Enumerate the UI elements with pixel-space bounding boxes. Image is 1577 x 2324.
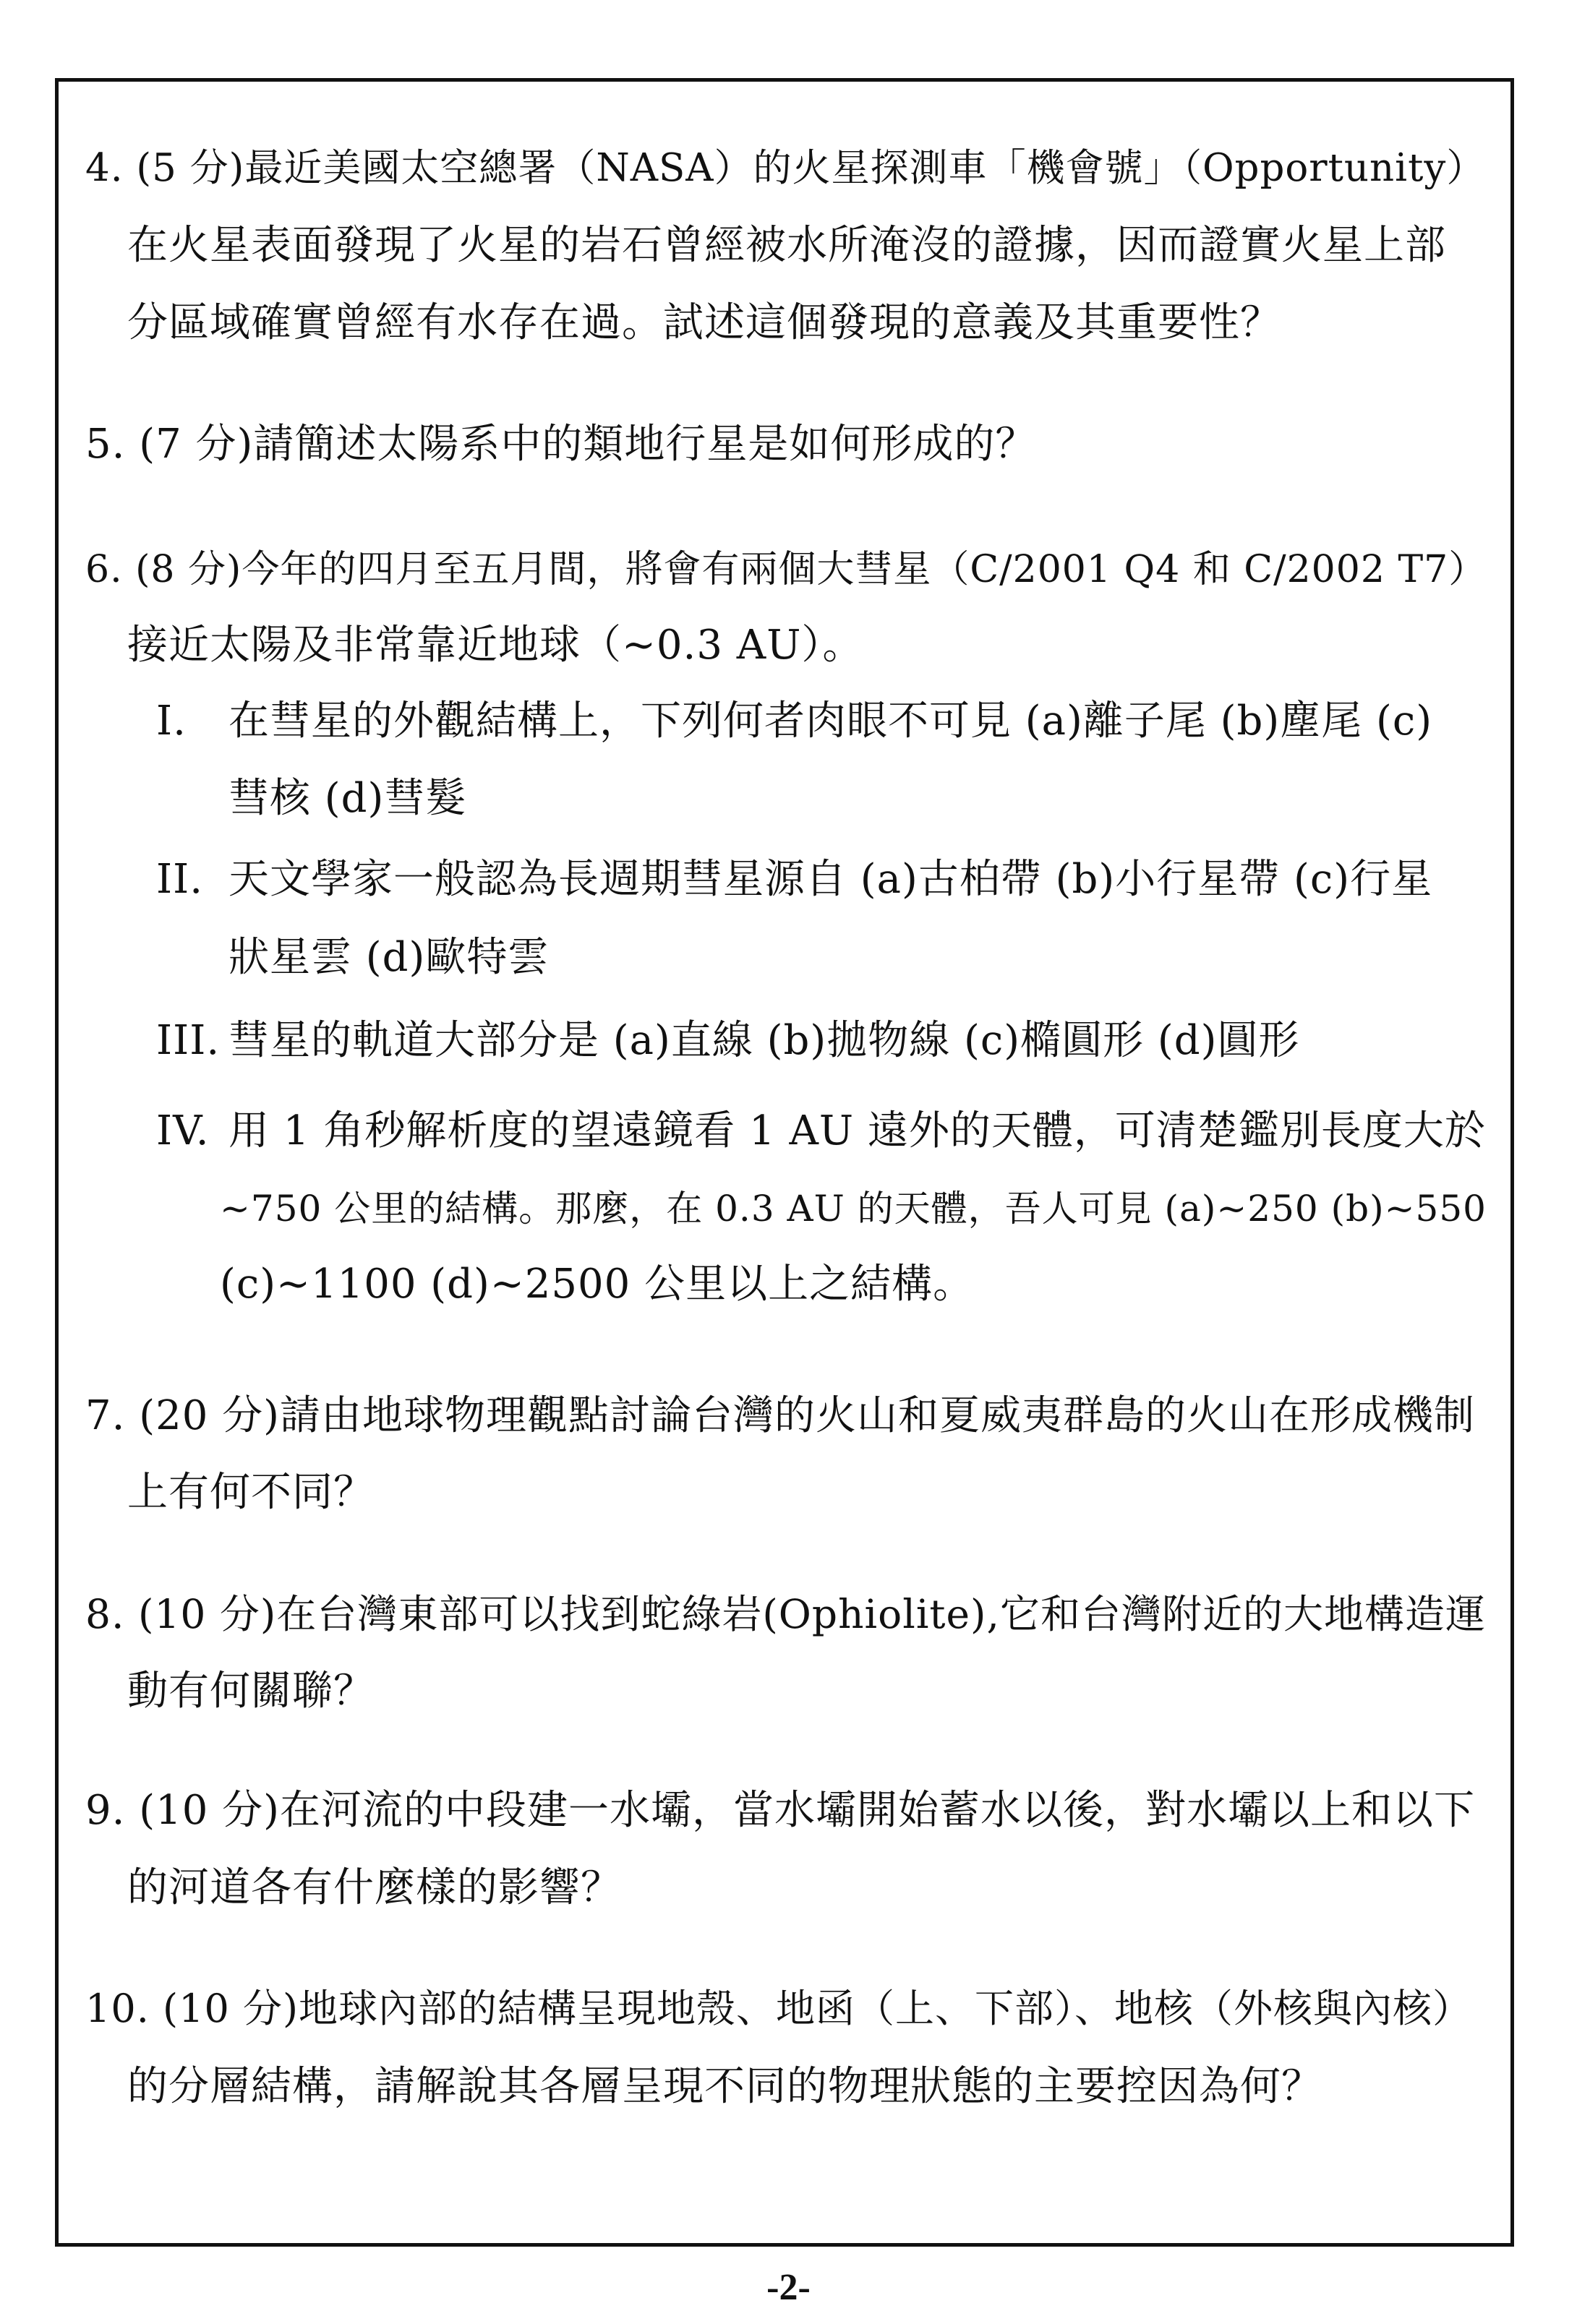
page-number: -2-	[766, 2267, 811, 2308]
question-4-line-1: 4. (5 分)最近美國太空總署（NASA）的火星探測車「機會號」（Opportunity）	[85, 146, 1486, 190]
question-6-sub-4-label: IV.	[156, 1107, 210, 1154]
question-6-sub-1-label: I.	[156, 698, 187, 745]
question-6-sub-3-line-1: 彗星的軌道大部分是 (a)直線 (b)拋物線 (c)橢圓形 (d)圓形	[228, 1017, 1300, 1064]
question-10-line-1: 10. (10 分)地球內部的結構呈現地殼、地函（上、下部）、地核（外核與內核）	[85, 1986, 1473, 2031]
question-9-line-1: 9. (10 分)在河流的中段建一水壩，當水壩開始蓄水以後，對水壩以上和以下	[85, 1787, 1475, 1834]
question-8-line-1: 8. (10 分)在台灣東部可以找到蛇綠岩(Ophiolite),它和台灣附近的大地構造運	[85, 1591, 1486, 1637]
question-8-line-2: 動有何關聯？	[127, 1668, 375, 1715]
question-6-sub-2-line-1: 天文學家一般認為長週期彗星源自 (a)古柏帶 (b)小行星帶 (c)行星	[228, 856, 1433, 903]
question-6-sub-2-line-2: 狀星雲 (d)歐特雲	[228, 934, 550, 981]
question-5-line-1: 5. (7 分)請簡述太陽系中的類地行星是如何形成的？	[85, 421, 1037, 468]
question-6-line-2: 接近太陽及非常靠近地球（~0.3 AU）。	[127, 622, 864, 669]
question-10-line-2: 的分層結構，請解說其各層呈現不同的物理狀態的主要控因為何？	[127, 2063, 1322, 2110]
question-6-sub-2-label: II.	[156, 856, 204, 903]
page-border	[55, 78, 1514, 2247]
question-6-sub-4-line-1: 用 1 角秒解析度的望遠鏡看 1 AU 遠外的天體，可清楚鑑別長度大於	[228, 1107, 1486, 1154]
question-4-line-3: 分區域確實曾經有水存在過。試述這個發現的意義及其重要性？	[127, 299, 1281, 346]
question-7-line-2: 上有何不同？	[127, 1469, 375, 1516]
question-6-sub-3-label: III.	[156, 1017, 221, 1064]
question-7-line-1: 7. (20 分)請由地球物理觀點討論台灣的火山和夏威夷群島的火山在形成機制	[85, 1392, 1475, 1439]
question-6-sub-1-line-2: 彗核 (d)彗髮	[228, 775, 467, 822]
question-6-line-1: 6. (8 分)今年的四月至五月間，將會有兩個大彗星（C/2001 Q4 和 C/2002 T7）	[85, 548, 1487, 591]
question-6-sub-4-line-3: (c)~1100 (d)~2500 公里以上之結構。	[220, 1261, 975, 1308]
question-9-line-2: 的河道各有什麼樣的影響？	[127, 1864, 622, 1911]
question-6-sub-4-line-2: ~750 公里的結構。那麼，在 0.3 AU 的天體，吾人可見 (a)~250 (b)~550	[220, 1188, 1487, 1230]
question-6-sub-1-line-1: 在彗星的外觀結構上，下列何者肉眼不可見 (a)離子尾 (b)塵尾 (c)	[228, 698, 1433, 745]
question-4-line-2: 在火星表面發現了火星的岩石曾經被水所淹沒的證據，因而證實火星上部	[127, 222, 1446, 269]
